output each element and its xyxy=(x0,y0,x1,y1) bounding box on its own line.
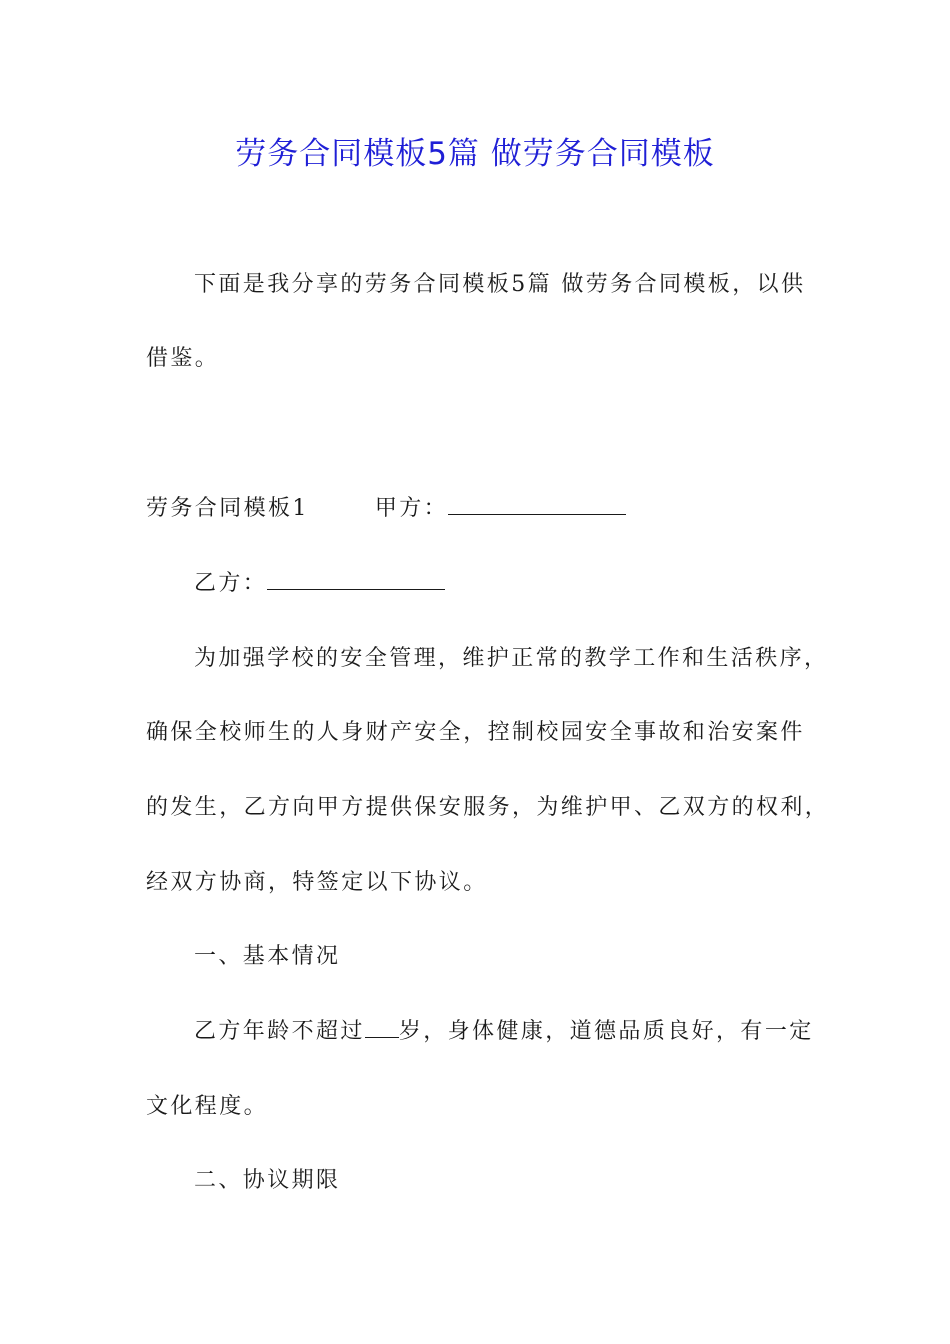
party-a-blank xyxy=(448,494,626,515)
section-1-title: 一、基本情况 xyxy=(194,944,341,969)
party-b-row xyxy=(194,569,445,599)
intro-line-1: 下面是我分享的劳务合同模板5篇 做劳务合同模板，以供 xyxy=(194,272,806,297)
party-b-label: 乙方： xyxy=(194,571,268,596)
age-blank xyxy=(365,1017,399,1038)
party-b-blank xyxy=(267,569,445,590)
section-1-text-before: 乙方年龄不超过 xyxy=(194,1019,365,1044)
section-1-text-line-2: 文化程度。 xyxy=(146,1094,269,1119)
section-1-text-after: 岁，身体健康，道德品质良好，有一定 xyxy=(398,1019,814,1044)
section-1-text-row xyxy=(194,1017,814,1047)
purpose-line-4: 经双方协商，特签定以下协议。 xyxy=(146,870,488,895)
document-title: 劳务合同模板5篇 做劳务合同模板 xyxy=(235,136,715,172)
section-2-title: 二、协议期限 xyxy=(194,1168,341,1193)
intro-line-2: 借鉴。 xyxy=(146,346,220,371)
contract-heading: 劳务合同模板1 xyxy=(146,496,309,521)
party-a-label: 甲方： xyxy=(374,496,449,521)
contract-heading-row xyxy=(146,494,626,524)
purpose-line-1: 为加强学校的安全管理，维护正常的教学工作和生活秩序， xyxy=(194,646,829,671)
purpose-line-2: 确保全校师生的人身财产安全，控制校园安全事故和治安案件 xyxy=(146,720,805,745)
purpose-line-3: 的发生，乙方向甲方提供保安服务，为维护甲、乙双方的权利， xyxy=(146,795,830,820)
